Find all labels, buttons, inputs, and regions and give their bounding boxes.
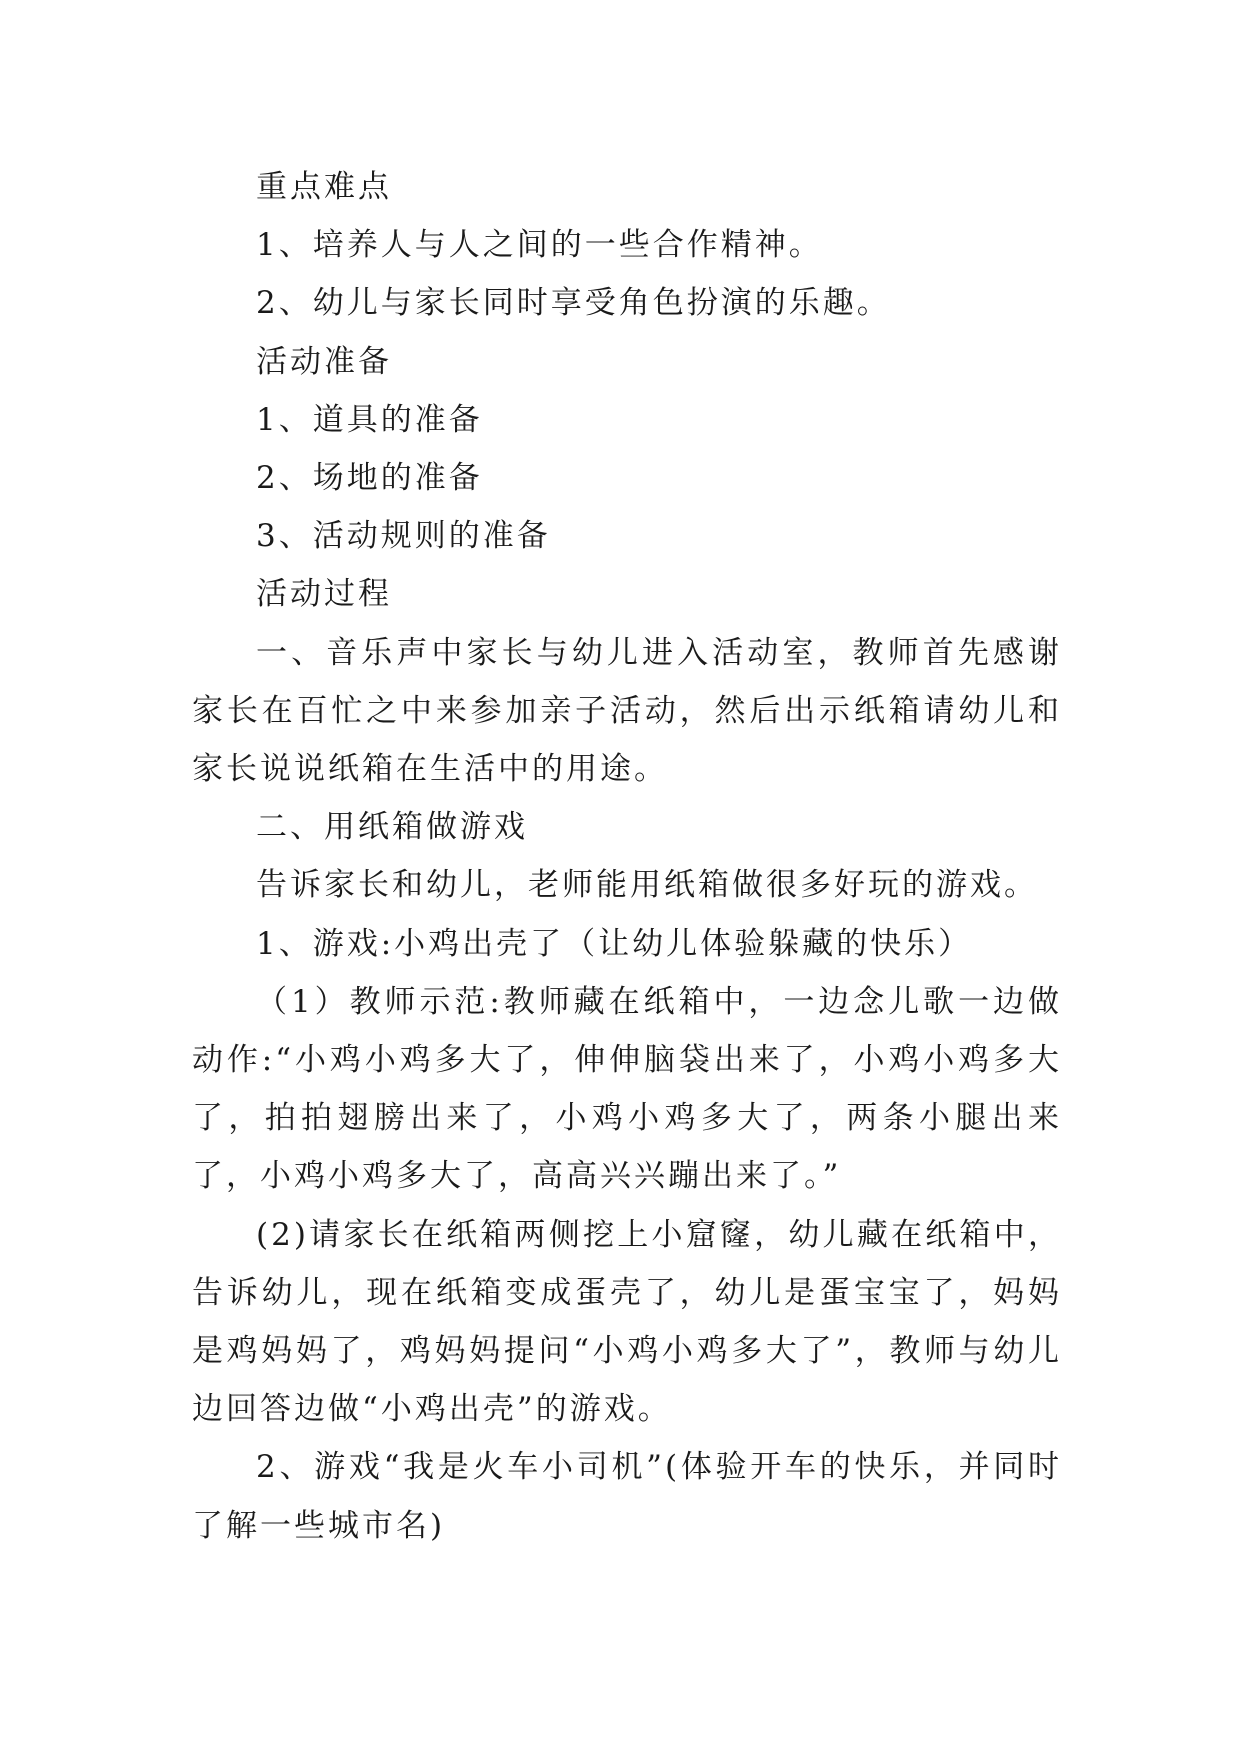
paragraph: 1、道具的准备 (256, 401, 483, 438)
paragraph: 2、游戏“我是火车小司机”(体验开车的快乐，并同时了解一些城市名) (192, 1449, 1062, 1544)
paragraph: 3、活动规则的准备 (256, 518, 551, 555)
paragraph: 1、游戏:小鸡出壳了（让幼儿体验躲藏的快乐） (256, 925, 973, 962)
paragraph: (2)请家长在纸箱两侧挖上小窟窿，幼儿藏在纸箱中，告诉幼儿，现在纸箱变成蛋壳了，幼儿是蛋宝宝了，妈妈是鸡妈妈了，鸡妈妈提问“小鸡小鸡多大了”，教师与幼儿边回答边做“小鸡出壳”的游戏。 (192, 1216, 1062, 1428)
paragraph: 告诉家长和幼儿，老师能用纸箱做很多好玩的游戏。 (256, 867, 1038, 904)
paragraph: 二、用纸箱做游戏 (256, 809, 528, 846)
section-heading-preparation: 活动准备 (256, 343, 392, 380)
paragraph: 1、培养人与人之间的一些合作精神。 (256, 227, 823, 264)
paragraph: 2、场地的准备 (256, 460, 483, 497)
paragraph: 一、音乐声中家长与幼儿进入活动室，教师首先感谢家长在百忙之中来参加亲子活动，然后出示纸箱请幼儿和家长说说纸箱在生活中的用途。 (192, 634, 1062, 788)
section-heading-key-points: 重点难点 (256, 169, 392, 205)
paragraph: （1）教师示范:教师藏在纸箱中，一边念儿歌一边做动作:“小鸡小鸡多大了，伸伸脑袋出来了，小鸡小鸡多大了，拍拍翅膀出来了，小鸡小鸡多大了，两条小腿出来了，小鸡小鸡多大了，高高兴兴蹦出来了。” (192, 983, 1062, 1195)
document-body (192, 158, 1062, 1555)
section-heading-process: 活动过程 (256, 576, 392, 613)
paragraph: 2、幼儿与家长同时享受角色扮演的乐趣。 (256, 285, 891, 322)
